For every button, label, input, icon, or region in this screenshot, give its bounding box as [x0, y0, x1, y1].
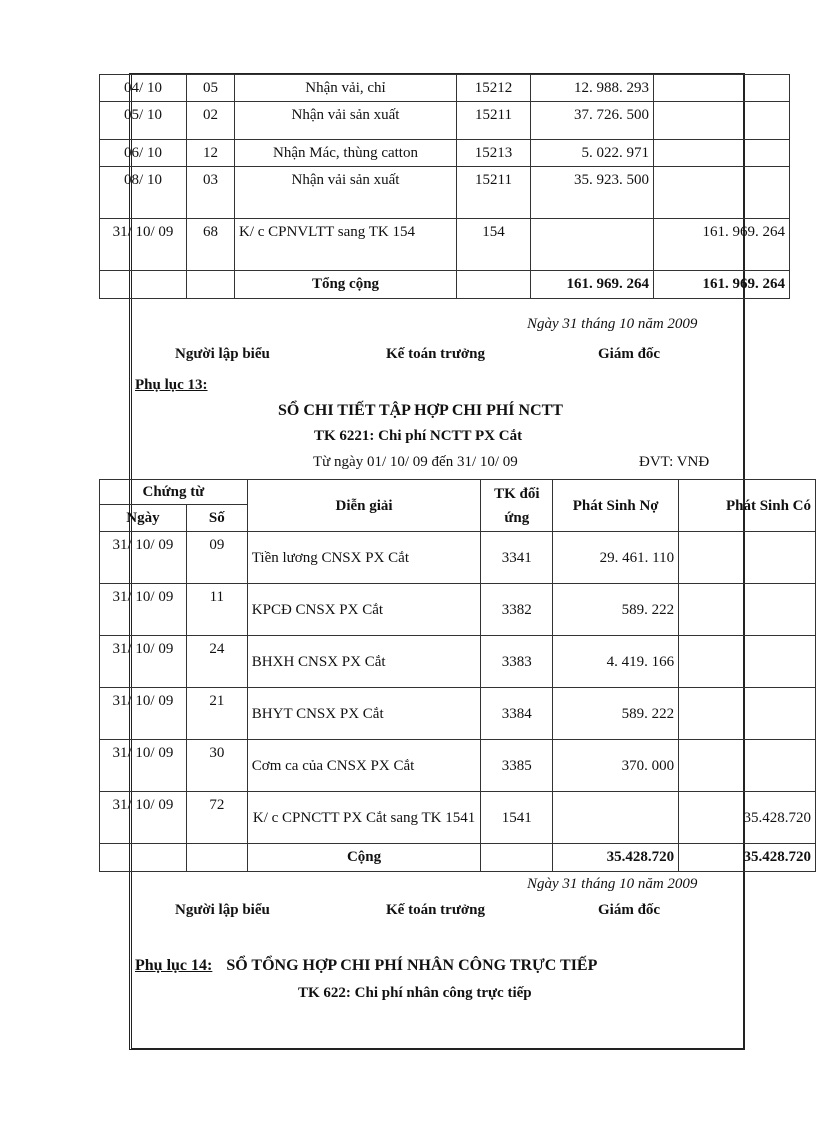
row-doc-number: 11 — [186, 584, 247, 636]
row-doc-number: 05 — [187, 75, 235, 102]
row-account: 15212 — [457, 75, 531, 102]
row-date: 31/ 10/ 09 — [100, 740, 187, 792]
row-description: KPCĐ CNSX PX Cắt — [247, 584, 481, 636]
row-date: 06/ 10 — [100, 140, 187, 167]
row-date: 31/ 10/ 09 — [100, 636, 187, 688]
row-debit — [531, 219, 654, 271]
row-doc-number: 21 — [186, 688, 247, 740]
row-account: 3384 — [481, 688, 553, 740]
row-debit: 12. 988. 293 — [531, 75, 654, 102]
row-doc-number: 12 — [187, 140, 235, 167]
total-empty-date — [100, 844, 187, 872]
appendix-14-subtitle: TK 622: Chi phí nhân công trực tiếp — [298, 985, 532, 1001]
table-row — [100, 688, 816, 740]
row-credit — [679, 688, 816, 740]
row-date: 08/ 10 — [100, 167, 187, 219]
total-credit: 161. 969. 264 — [654, 271, 790, 299]
row-account: 3385 — [481, 740, 553, 792]
row-description: Nhận Mác, thùng catton — [235, 140, 457, 167]
total-empty-number — [187, 271, 235, 299]
header-tk-doi-ung: TK đối ứng — [481, 480, 553, 532]
row-credit — [679, 532, 816, 584]
appendix-13-label: Phụ lục 13: — [135, 377, 208, 393]
row-credit — [654, 75, 790, 102]
row-description: BHYT CNSX PX Cắt — [247, 688, 481, 740]
signature-date-1: Ngày 31 tháng 10 năm 2009 — [527, 316, 698, 332]
total-debit: 35.428.720 — [553, 844, 679, 872]
row-account: 15213 — [457, 140, 531, 167]
total-empty-number — [186, 844, 247, 872]
appendix-14-heading — [135, 957, 597, 975]
table-row — [100, 792, 816, 844]
table-row — [100, 636, 816, 688]
row-debit: 589. 222 — [553, 584, 679, 636]
row-description: Nhận vải sản xuất — [235, 102, 457, 140]
signature-date-2: Ngày 31 tháng 10 năm 2009 — [527, 876, 698, 892]
row-account: 154 — [457, 219, 531, 271]
appendix-14-label: Phụ lục 14: — [135, 957, 213, 974]
row-credit: 161. 969. 264 — [654, 219, 790, 271]
row-description: Tiền lương CNSX PX Cắt — [247, 532, 481, 584]
row-description: BHXH CNSX PX Cắt — [247, 636, 481, 688]
row-doc-number: 72 — [186, 792, 247, 844]
row-credit — [679, 584, 816, 636]
row-credit — [654, 102, 790, 140]
row-debit: 29. 461. 110 — [553, 532, 679, 584]
row-doc-number: 02 — [187, 102, 235, 140]
table-row — [100, 167, 790, 219]
row-credit — [654, 167, 790, 219]
row-date: 31/ 10/ 09 — [100, 584, 187, 636]
row-doc-number: 68 — [187, 219, 235, 271]
row-date: 31/ 10/ 09 — [100, 792, 187, 844]
header-so: Số — [186, 505, 247, 532]
total-credit: 35.428.720 — [679, 844, 816, 872]
total-empty-date — [100, 271, 187, 299]
row-date: 04/ 10 — [100, 75, 187, 102]
total-debit: 161. 969. 264 — [531, 271, 654, 299]
row-doc-number: 24 — [186, 636, 247, 688]
row-account: 3383 — [481, 636, 553, 688]
appendix-13-subtitle: TK 6221: Chi phí NCTT PX Cắt — [314, 428, 523, 444]
row-date: 31/ 10/ 09 — [100, 532, 187, 584]
row-credit — [654, 140, 790, 167]
table-row — [100, 219, 790, 271]
row-date: 31/ 10/ 09 — [100, 219, 187, 271]
appendix-14-title: SỔ TỔNG HỢP CHI PHÍ NHÂN CÔNG TRỰC TIẾP — [226, 957, 598, 974]
row-account: 1541 — [481, 792, 553, 844]
preparer-label: Người lập biểu — [175, 346, 270, 362]
ncct-ledger-table — [99, 479, 816, 872]
row-doc-number: 03 — [187, 167, 235, 219]
row-description: K/ c CPNCTT PX Cắt sang TK 1541 — [247, 792, 481, 844]
total-empty-account — [457, 271, 531, 299]
table-row — [100, 140, 790, 167]
row-account: 3382 — [481, 584, 553, 636]
row-debit: 370. 000 — [553, 740, 679, 792]
nvltt-ledger-table — [99, 74, 790, 299]
director-label: Giám đốc — [598, 346, 661, 362]
total-row — [100, 844, 816, 872]
row-date: 31/ 10/ 09 — [100, 688, 187, 740]
row-doc-number: 30 — [186, 740, 247, 792]
header-chung-tu: Chứng từ — [100, 480, 248, 505]
table-row — [100, 75, 790, 102]
row-account: 15211 — [457, 102, 531, 140]
row-description: Nhận vải sản xuất — [235, 167, 457, 219]
row-doc-number: 09 — [186, 532, 247, 584]
appendix-13-title: SỔ CHI TIẾT TẬP HỢP CHI PHÍ NCTT — [278, 402, 563, 419]
total-label: Tổng cộng — [235, 271, 457, 299]
total-row — [100, 271, 790, 299]
row-debit: 589. 222 — [553, 688, 679, 740]
chief-accountant-label-2: Kế toán trưởng — [386, 902, 485, 918]
row-credit: 35.428.720 — [679, 792, 816, 844]
preparer-label-2: Người lập biểu — [175, 902, 270, 918]
row-debit: 4. 419. 166 — [553, 636, 679, 688]
table-row — [100, 584, 816, 636]
director-label-2: Giám đốc — [598, 902, 661, 918]
row-credit — [679, 636, 816, 688]
total-label: Cộng — [247, 844, 481, 872]
header-dien-giai: Diễn giải — [247, 480, 481, 532]
total-empty-account — [481, 844, 553, 872]
row-debit — [553, 792, 679, 844]
row-debit: 35. 923. 500 — [531, 167, 654, 219]
currency-unit: ĐVT: VNĐ — [639, 454, 710, 470]
header-phat-sinh-co: Phát Sinh Có — [679, 480, 816, 532]
row-debit: 5. 022. 971 — [531, 140, 654, 167]
row-account: 3341 — [481, 532, 553, 584]
row-date: 05/ 10 — [100, 102, 187, 140]
appendix-13-period: Từ ngày 01/ 10/ 09 đến 31/ 10/ 09 — [313, 454, 518, 470]
header-ngay: Ngày — [100, 505, 187, 532]
row-account: 15211 — [457, 167, 531, 219]
table-row — [100, 740, 816, 792]
row-debit: 37. 726. 500 — [531, 102, 654, 140]
row-description: Nhận vải, chỉ — [235, 75, 457, 102]
row-description: K/ c CPNVLTT sang TK 154 — [235, 219, 457, 271]
chief-accountant-label: Kế toán trưởng — [386, 346, 485, 362]
table-row — [100, 532, 816, 584]
row-description: Cơm ca của CNSX PX Cắt — [247, 740, 481, 792]
header-phat-sinh-no: Phát Sinh Nợ — [553, 480, 679, 532]
table-row — [100, 102, 790, 140]
row-credit — [679, 740, 816, 792]
